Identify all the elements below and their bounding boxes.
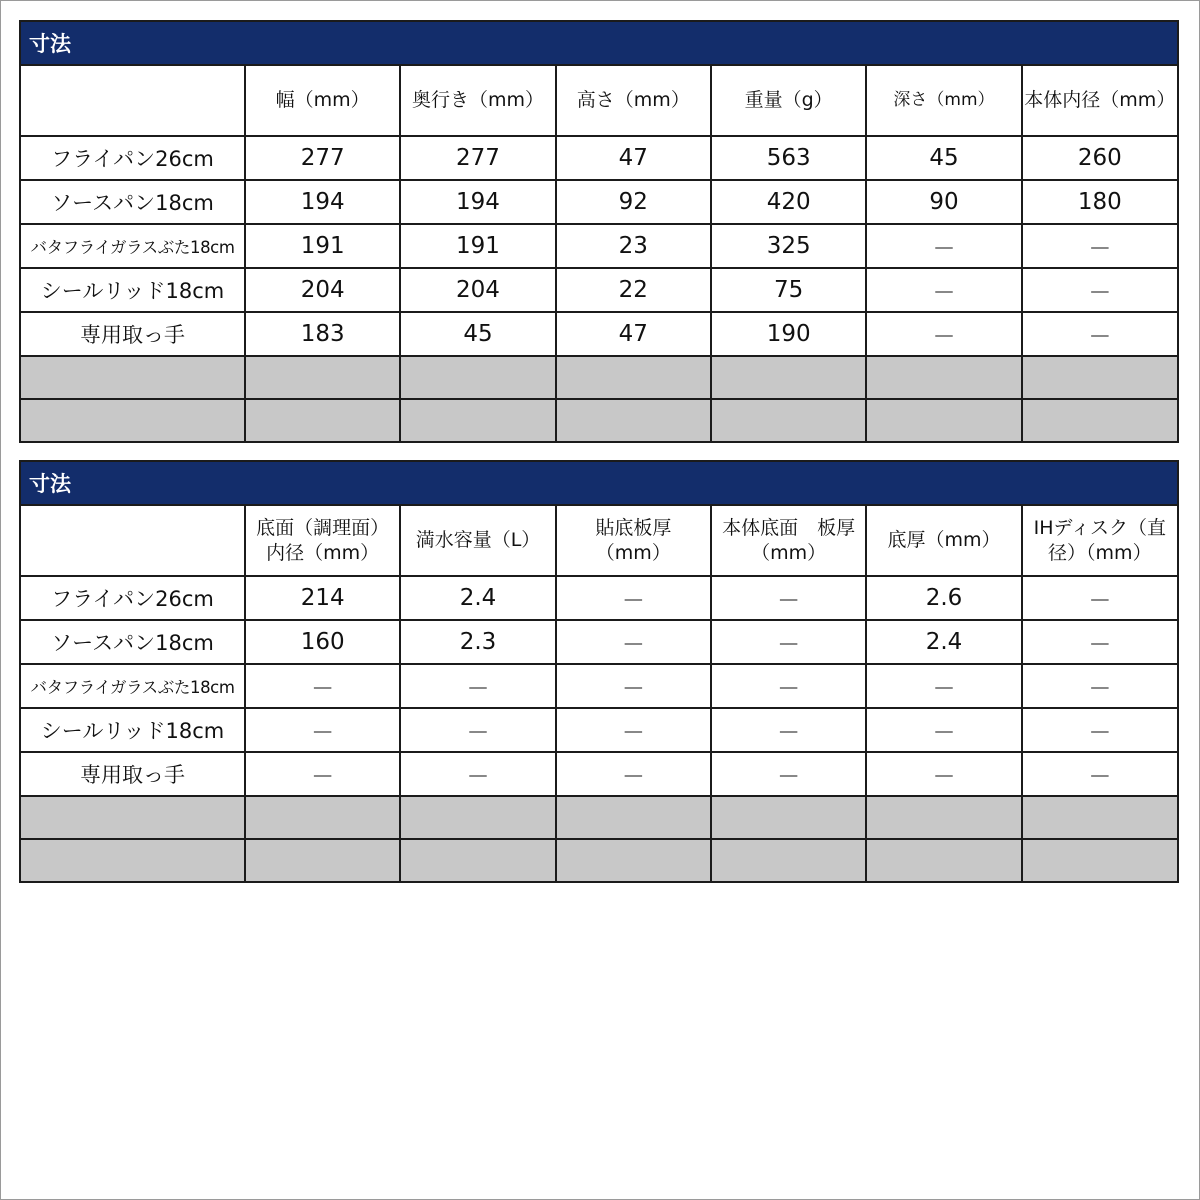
row-label: フライパン26cm xyxy=(21,576,245,620)
cell: － xyxy=(1022,576,1177,620)
empty-cell xyxy=(711,839,866,881)
empty-cell xyxy=(711,399,866,441)
cell: － xyxy=(866,268,1021,312)
cell: 2.4 xyxy=(866,620,1021,664)
cell: 277 xyxy=(245,136,400,180)
empty-cell xyxy=(245,839,400,881)
table-title: 寸法 xyxy=(21,22,1177,66)
table-title: 寸法 xyxy=(21,462,1177,506)
header-cell-blank xyxy=(21,506,245,576)
table-row xyxy=(21,180,1177,224)
row-label: シールリッド18cm xyxy=(21,708,245,752)
cell: 260 xyxy=(1022,136,1177,180)
cell: 563 xyxy=(711,136,866,180)
header-body-bottom-thickness: 本体底面 板厚（mm） xyxy=(711,506,866,576)
empty-cell xyxy=(400,796,555,839)
cell: 2.4 xyxy=(400,576,555,620)
cell: 160 xyxy=(245,620,400,664)
cell: － xyxy=(1022,664,1177,708)
cell: － xyxy=(1022,752,1177,796)
empty-cell xyxy=(866,399,1021,441)
spec-grid xyxy=(21,506,1177,881)
cell: － xyxy=(556,576,711,620)
row-label: ソースパン18cm xyxy=(21,620,245,664)
empty-cell xyxy=(21,839,245,881)
header-inner-diameter: 本体内径（mm） xyxy=(1022,66,1177,136)
cell: － xyxy=(400,752,555,796)
cell: － xyxy=(245,664,400,708)
cell: 325 xyxy=(711,224,866,268)
header-row xyxy=(21,66,1177,136)
table-row xyxy=(21,576,1177,620)
empty-cell xyxy=(245,399,400,441)
dimensions-table-1 xyxy=(19,20,1179,443)
cell: － xyxy=(556,752,711,796)
header-height: 高さ（mm） xyxy=(556,66,711,136)
empty-cell xyxy=(400,839,555,881)
cell: 194 xyxy=(245,180,400,224)
empty-cell xyxy=(556,839,711,881)
empty-cell xyxy=(1022,356,1177,399)
header-deep: 深さ（mm） xyxy=(866,66,1021,136)
cell: － xyxy=(711,576,866,620)
cell: － xyxy=(711,708,866,752)
cell: － xyxy=(866,312,1021,356)
table-row xyxy=(21,268,1177,312)
header-bottom-inner-diameter: 底面（調理面）内径（mm） xyxy=(245,506,400,576)
cell: 23 xyxy=(556,224,711,268)
row-label: 専用取っ手 xyxy=(21,312,245,356)
cell: 2.6 xyxy=(866,576,1021,620)
cell: － xyxy=(711,664,866,708)
empty-cell xyxy=(400,399,555,441)
empty-cell xyxy=(556,796,711,839)
table-row xyxy=(21,664,1177,708)
empty-cell xyxy=(245,796,400,839)
cell: － xyxy=(711,752,866,796)
row-label: ソースパン18cm xyxy=(21,180,245,224)
cell: － xyxy=(866,664,1021,708)
header-ih-disc-diameter: IHディスク（直径）（mm） xyxy=(1022,506,1177,576)
cell: － xyxy=(556,708,711,752)
cell: 194 xyxy=(400,180,555,224)
cell: － xyxy=(711,620,866,664)
cell: － xyxy=(245,708,400,752)
table-row xyxy=(21,312,1177,356)
row-label: バタフライガラスぶた18cm xyxy=(21,224,245,268)
cell: 90 xyxy=(866,180,1021,224)
cell: 47 xyxy=(556,312,711,356)
dimensions-table-2 xyxy=(19,460,1179,883)
empty-cell xyxy=(1022,839,1177,881)
cell: － xyxy=(866,752,1021,796)
cell: 2.3 xyxy=(400,620,555,664)
row-label: バタフライガラスぶた18cm xyxy=(21,664,245,708)
cell: 420 xyxy=(711,180,866,224)
cell: 191 xyxy=(400,224,555,268)
spec-grid xyxy=(21,66,1177,441)
empty-row xyxy=(21,399,1177,441)
empty-row xyxy=(21,796,1177,839)
row-label: 専用取っ手 xyxy=(21,752,245,796)
header-weight: 重量（g） xyxy=(711,66,866,136)
cell: － xyxy=(556,620,711,664)
empty-cell xyxy=(21,356,245,399)
header-depth: 奥行き（mm） xyxy=(400,66,555,136)
cell: － xyxy=(1022,620,1177,664)
table-row xyxy=(21,136,1177,180)
empty-cell xyxy=(245,356,400,399)
row-label: シールリッド18cm xyxy=(21,268,245,312)
empty-cell xyxy=(556,399,711,441)
table-row xyxy=(21,224,1177,268)
table-row xyxy=(21,708,1177,752)
header-cell-blank xyxy=(21,66,245,136)
empty-cell xyxy=(21,399,245,441)
header-clad-plate-thickness: 貼底板厚（mm） xyxy=(556,506,711,576)
cell: － xyxy=(245,752,400,796)
cell: 75 xyxy=(711,268,866,312)
cell: 204 xyxy=(245,268,400,312)
cell: － xyxy=(556,664,711,708)
header-full-capacity: 満水容量（L） xyxy=(400,506,555,576)
cell: 47 xyxy=(556,136,711,180)
empty-cell xyxy=(711,796,866,839)
cell: － xyxy=(400,708,555,752)
header-row xyxy=(21,506,1177,576)
cell: 45 xyxy=(400,312,555,356)
cell: － xyxy=(866,708,1021,752)
empty-cell xyxy=(1022,399,1177,441)
empty-cell xyxy=(400,356,555,399)
table-row xyxy=(21,752,1177,796)
cell: 45 xyxy=(866,136,1021,180)
empty-row xyxy=(21,356,1177,399)
cell: － xyxy=(866,224,1021,268)
empty-cell xyxy=(866,839,1021,881)
cell: 191 xyxy=(245,224,400,268)
empty-row xyxy=(21,839,1177,881)
cell: － xyxy=(1022,312,1177,356)
cell: － xyxy=(1022,268,1177,312)
cell: 180 xyxy=(1022,180,1177,224)
header-bottom-thickness: 底厚（mm） xyxy=(866,506,1021,576)
empty-cell xyxy=(1022,796,1177,839)
table-row xyxy=(21,620,1177,664)
cell: － xyxy=(400,664,555,708)
cell: 204 xyxy=(400,268,555,312)
cell: 22 xyxy=(556,268,711,312)
empty-cell xyxy=(556,356,711,399)
empty-cell xyxy=(866,796,1021,839)
cell: － xyxy=(1022,708,1177,752)
cell: 92 xyxy=(556,180,711,224)
cell: 190 xyxy=(711,312,866,356)
empty-cell xyxy=(866,356,1021,399)
cell: － xyxy=(1022,224,1177,268)
cell: 214 xyxy=(245,576,400,620)
cell: 183 xyxy=(245,312,400,356)
row-label: フライパン26cm xyxy=(21,136,245,180)
header-width: 幅（mm） xyxy=(245,66,400,136)
empty-cell xyxy=(711,356,866,399)
cell: 277 xyxy=(400,136,555,180)
empty-cell xyxy=(21,796,245,839)
